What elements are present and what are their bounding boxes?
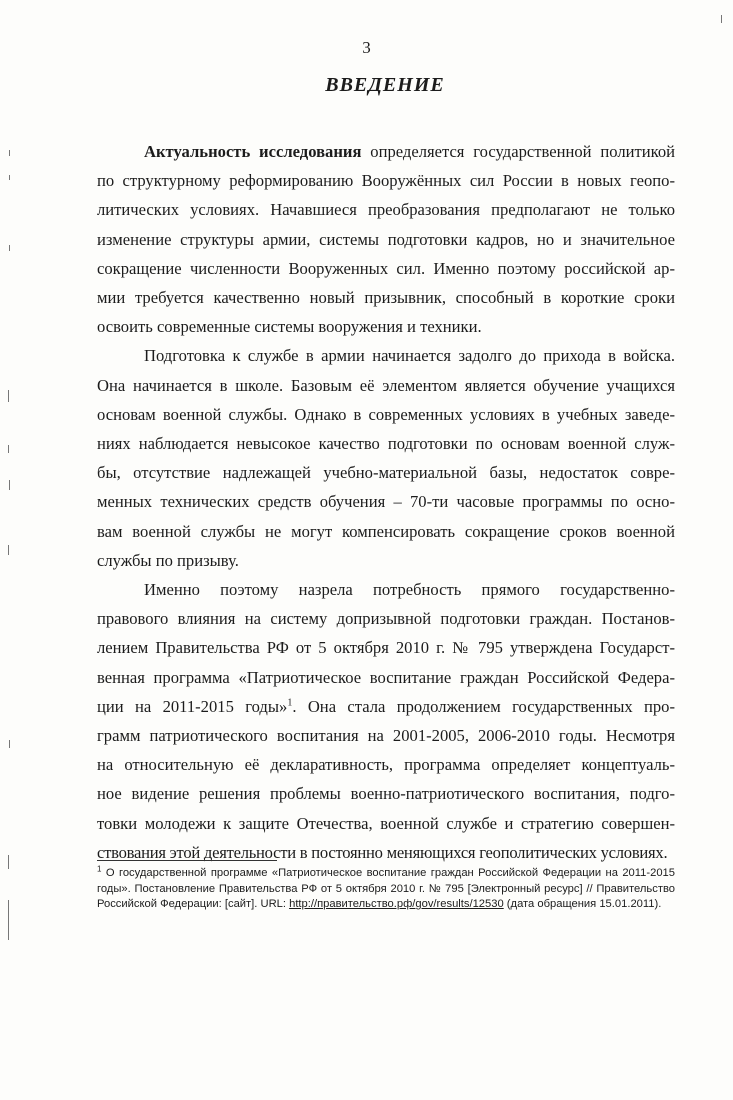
paragraph-relevance: [97, 137, 675, 341]
text-line: грамм патриотического воспитания на 2001-2005, 2006-2010 годы. Несмотря: [97, 726, 675, 746]
scan-speck: [8, 900, 9, 940]
text-line: изменение структуры армии, системы подготовки кадров, но и значительное: [97, 229, 675, 249]
scan-speck: [8, 545, 9, 555]
text-line: менных технических средств обучения – 70-ти часовые программы по осно-: [97, 492, 675, 512]
scan-speck: [9, 150, 10, 156]
text-line: венная программа «Патриотическое воспитание граждан Российской Федера-: [97, 667, 675, 687]
text-line: на относительную её декларативность, программа определяет концептуаль-: [97, 755, 675, 775]
footnote-reference[interactable]: 1: [287, 697, 293, 709]
scan-speck: [9, 480, 10, 490]
scan-speck: [9, 740, 10, 748]
text-line: ствования этой деятельности в постоянно меняющихся геополитических условиях.: [97, 842, 668, 862]
text-line: ции на 2011-2015 годы»$^1$. Она стала продолжением государственных про-: [97, 696, 675, 716]
footnote-line: годы». Постановление Правительства РФ от 5 октября 2010 г. № 795 [Электронный ресурс] // Правительство: [97, 882, 675, 895]
text-line: Она начинается в школе. Базовым её элементом является обучение учащихся: [97, 375, 675, 395]
text-line: литических условиях. Начавшиеся преобразования предполагают не только: [97, 200, 675, 220]
text-line: основам военной службы. Однако в современных условиях в учебных заведе-: [97, 404, 675, 424]
footnote-line: [97, 866, 675, 882]
text-line: товки молодежи к защите Отечества, военной службе и стратегию совершен-: [97, 813, 675, 833]
text-line: Подготовка к службе в армии начинается задолго до прихода в войска.: [144, 346, 675, 366]
text-line: службы по призыву.: [97, 550, 239, 570]
section-title: ВВЕДЕНИЕ: [325, 74, 445, 96]
text-line: вам военной службы не могут компенсировать сокращение сроков военной: [97, 521, 675, 541]
text-fragment: определяется государственной политикой: [361, 142, 676, 161]
footnote-line: [97, 897, 675, 913]
footnote-mark: 1: [97, 864, 102, 874]
text-line: по структурному реформированию Вооружённых сил России в новых геопо-: [97, 171, 675, 191]
footnote-url-link[interactable]: http://правительство.рф/gov/results/12530: [289, 898, 504, 911]
page-number: 3: [362, 38, 371, 57]
body-text: [97, 137, 675, 867]
text-line: правового влияния на систему допризывной подготовки граждан. Постанов-: [97, 609, 675, 629]
text-fragment: Она стала продолжением государственных про-: [307, 696, 675, 716]
text-line: лением Правительства РФ от 5 октября 2010 г. № 795 утверждена Государст-: [97, 638, 675, 658]
paragraph-program: [97, 575, 675, 867]
scan-speck: [8, 390, 9, 402]
footnote: [97, 866, 675, 913]
text-line: сокращение численности Вооруженных сил. Именно поэтому российской ар-: [97, 258, 675, 278]
footnote-text: (дата обращения 15.01.2011).: [503, 898, 662, 911]
text-line: бы, отсутствие надлежащей учебно-материальной базы, недостаток совре-: [97, 463, 675, 483]
footnote-separator: [97, 860, 277, 861]
text-line: ное видение решения проблемы военно-патриотического воспитания, подго-: [97, 784, 675, 804]
scan-speck: [8, 445, 9, 453]
paragraph-preparation: [97, 341, 675, 575]
scan-speck: [8, 855, 9, 869]
text-line: мии требуется качественно новый призывник, способный в короткие сроки: [97, 288, 675, 308]
text-line: ниях наблюдается невысокое качество подготовки по основам военной служ-: [97, 434, 675, 454]
footnote-text: О государственной программе «Патриотическое воспитание граждан Российской Федерации на 2011-2015: [105, 867, 676, 879]
text-line: освоить современные системы вооружения и техники.: [97, 317, 482, 337]
scan-speck: [721, 15, 722, 23]
text-line: [97, 137, 675, 166]
bold-lead: Актуальность исследования: [144, 142, 362, 161]
text-fragment: ции на 2011-2015 годы»: [97, 696, 288, 716]
scan-speck: [9, 245, 10, 251]
text-line: Именно поэтому назрела потребность прямого государственно-: [144, 580, 675, 600]
scan-speck: [9, 175, 10, 180]
footnote-text: Российской Федерации: [сайт]. URL:: [97, 898, 290, 911]
